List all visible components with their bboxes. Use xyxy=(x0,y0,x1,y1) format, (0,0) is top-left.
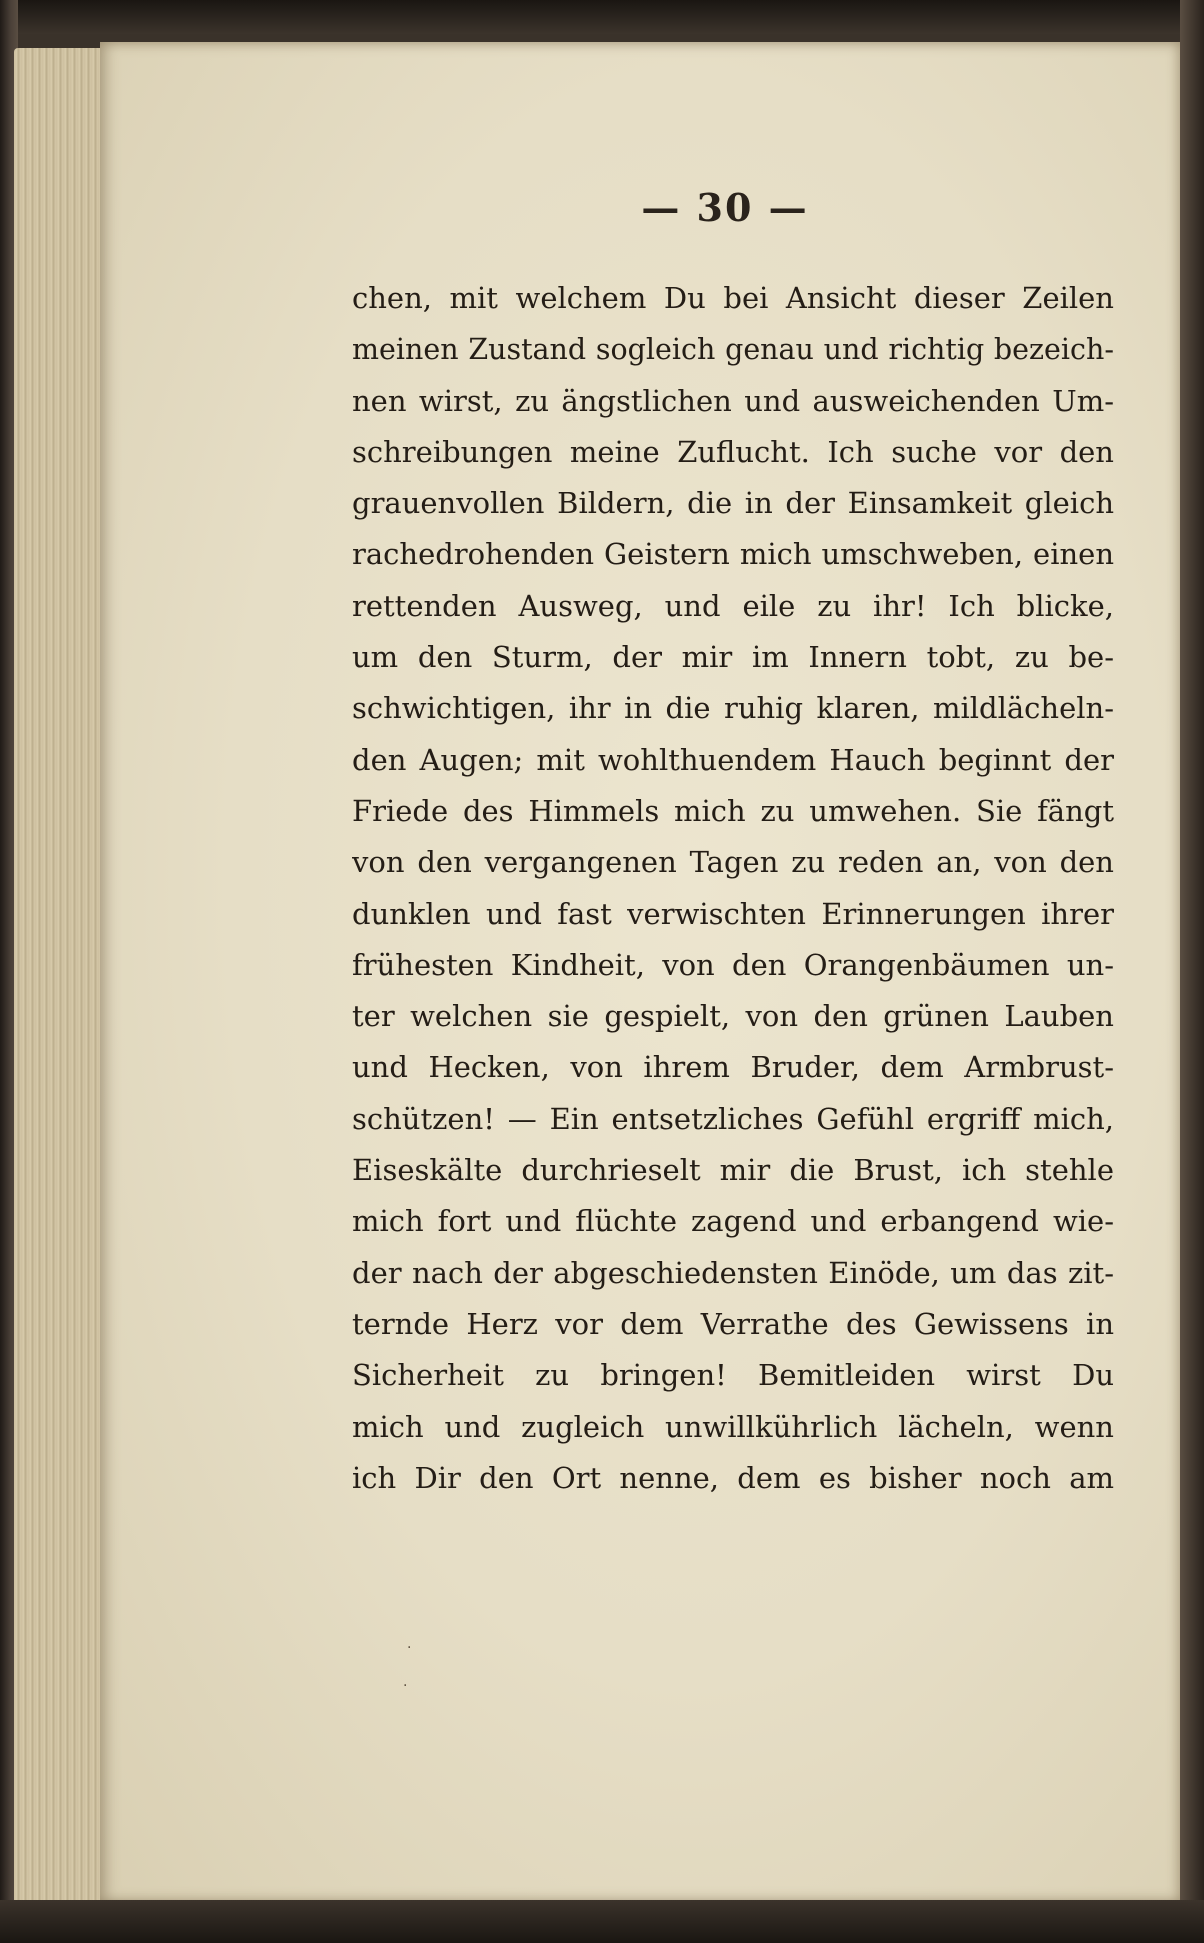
body-text xyxy=(352,273,1114,1504)
text-line: und Hecken, von ihrem Bruder, dem Armbrust- xyxy=(352,1050,1114,1085)
text-line: rettenden Ausweg, und eile zu ihr! Ich blicke, xyxy=(352,588,1114,623)
text-line: den Augen; mit wohlthuendem Hauch beginnt der xyxy=(352,742,1114,777)
text-line: chen, mit welchem Du bei Ansicht dieser Zeilen xyxy=(352,281,1114,315)
text-line: schützen! — Ein entsetzliches Gefühl ergriff mich, xyxy=(352,1101,1114,1136)
text-line: Sicherheit zu bringen! Bemitleiden wirst Du xyxy=(352,1358,1114,1393)
text-line: schwichtigen, ihr in die ruhig klaren, mildlächeln- xyxy=(352,691,1114,726)
text-line: ter welchen sie gespielt, von den grünen Lauben xyxy=(352,999,1114,1034)
text-line: ich Dir den Ort nenne, dem es bisher noch am xyxy=(352,1460,1114,1495)
text-line: mich und zugleich unwillkührlich lächeln, wenn xyxy=(352,1409,1114,1444)
text-line: um den Sturm, der mir im Innern tobt, zu be- xyxy=(352,640,1114,675)
cover-right-edge xyxy=(1180,0,1204,1943)
text-line: frühesten Kindheit, von den Orangenbäumen un- xyxy=(352,947,1114,982)
text-line: Friede des Himmels mich zu umwehen. Sie fängt xyxy=(352,793,1114,828)
cover-bottom-edge xyxy=(0,1900,1204,1943)
text-line: mich fort und flüchte zagend und erbangend wie- xyxy=(352,1204,1114,1239)
page-number: — 30 — xyxy=(641,185,809,230)
text-line: meinen Zustand sogleich genau und richtig bezeich- xyxy=(352,333,1114,367)
page-stack-edges xyxy=(14,48,114,1906)
text-line: dunklen und fast verwischten Erinnerungen ihrer xyxy=(352,896,1114,931)
text-line: rachedrohenden Geistern mich umschweben, einen xyxy=(352,537,1114,572)
text-line: der nach der abgeschiedensten Einöde, um das zit- xyxy=(352,1255,1114,1290)
paper-speck: · xyxy=(407,1640,412,1656)
text-line: schreibungen meine Zuflucht. Ich suche vor den xyxy=(352,434,1114,469)
text-line: von den vergangenen Tagen zu reden an, von den xyxy=(352,845,1114,880)
text-line: nen wirst, zu ängstlichen und ausweichenden Um- xyxy=(352,383,1114,418)
paper-speck: · xyxy=(403,1678,408,1694)
text-line: ternde Herz vor dem Verrathe des Gewissens in xyxy=(352,1306,1114,1341)
cover-top-edge xyxy=(0,0,1204,34)
text-line: Eiseskälte durchrieselt mir die Brust, ich stehle xyxy=(352,1153,1114,1188)
text-line: grauenvollen Bildern, die in der Einsamkeit gleich xyxy=(352,486,1114,521)
